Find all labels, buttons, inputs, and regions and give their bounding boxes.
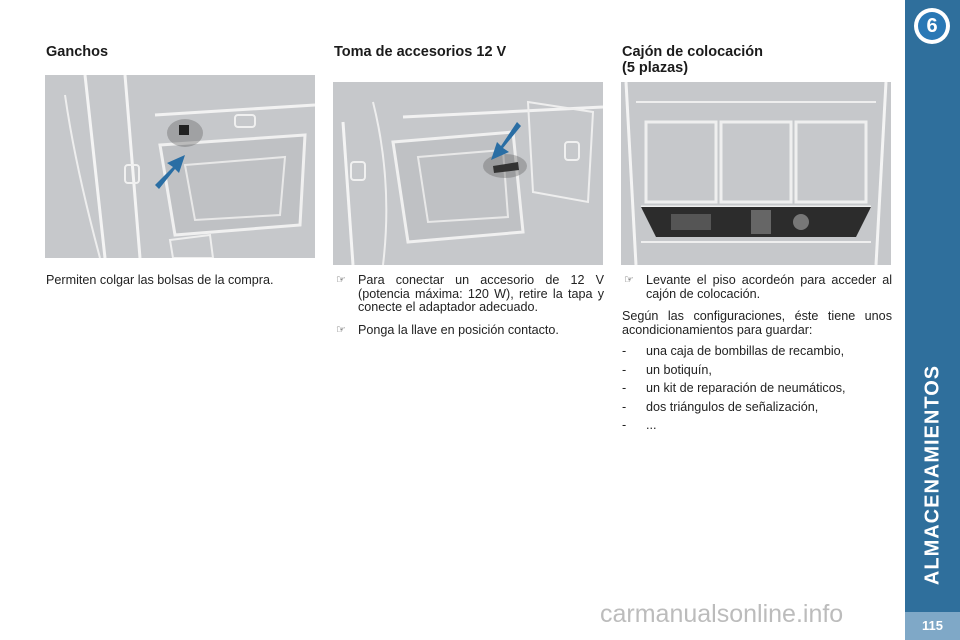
- watermark: carmanualsonline.info: [600, 600, 844, 628]
- section-title-toma: Toma de accesorios 12 V: [334, 44, 507, 60]
- cajon-paragraph: Según las configuraciones, éste tiene unos acondicionamientos para guardar:: [622, 309, 892, 337]
- cajon-text: [622, 274, 892, 438]
- section-title-cajon: Cajón de colocación (5 plazas): [622, 44, 763, 76]
- illustration-hooks: [45, 75, 315, 258]
- chapter-title: ALMACENAMIENTOS: [921, 364, 944, 586]
- chapter-badge: [914, 8, 950, 44]
- chapter-number: 6: [918, 12, 946, 40]
- illustration-storage: [621, 82, 891, 265]
- list-item: ☞ Levante el piso acordeón para acceder al cajón de colocación.: [624, 273, 892, 301]
- list-item: ☞ Ponga la llave en posición contacto.: [336, 322, 559, 337]
- trunk-storage-drawing: [621, 82, 891, 265]
- pointing-hand-icon: ☞: [336, 323, 346, 336]
- section-title-ganchos: Ganchos: [46, 44, 109, 60]
- list-item: - un botiquín,: [622, 362, 712, 377]
- list-item: - dos triángulos de señalización,: [622, 399, 819, 414]
- ganchos-text: Permiten colgar las bolsas de la compra.: [46, 273, 274, 287]
- trunk-socket-drawing: [333, 82, 603, 265]
- list-item: - una caja de bombillas de recambio,: [622, 344, 845, 358]
- pointing-hand-icon: ☞: [624, 274, 634, 286]
- illustration-socket: [333, 82, 603, 265]
- trunk-hooks-drawing: [45, 75, 315, 258]
- list-item: - un kit de reparación de neumáticos,: [622, 381, 846, 395]
- list-item: ☞ Para conectar un accesorio de 12 V (potencia máxima: 120 W), retire la tapa y conecte el adaptador adecuado.: [336, 273, 604, 314]
- pointing-hand-icon: ☞: [336, 274, 346, 286]
- toma-text: [334, 274, 604, 346]
- list-item: - ...: [622, 418, 657, 432]
- page-number: 115: [905, 612, 960, 640]
